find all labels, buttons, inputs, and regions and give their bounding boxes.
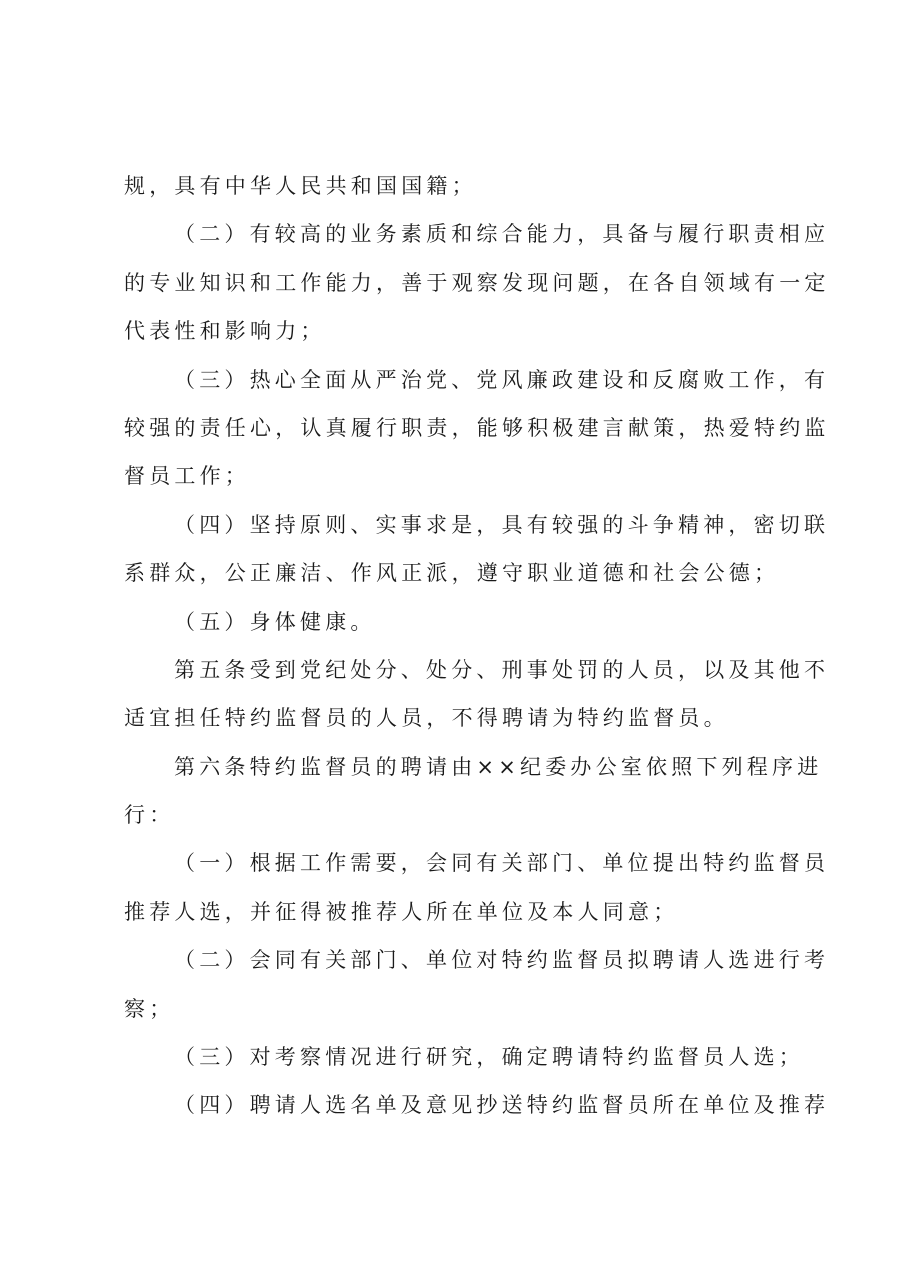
document-body bbox=[124, 162, 830, 1130]
text-line: 督员工作； bbox=[124, 464, 250, 489]
text-line: 规，具有中华人民共和国国籍； bbox=[124, 174, 477, 198]
text-line: （二）有较高的业务素质和综合能力，具备与履行职责相应 bbox=[174, 222, 830, 247]
text-line: 行： bbox=[124, 803, 175, 828]
text-line: （四）聘请人选名单及意见抄送特约监督员所在单位及推荐 bbox=[174, 1093, 830, 1118]
text-line: 较强的责任心，认真履行职责，能够积极建言献策，热爱特约监 bbox=[124, 415, 830, 440]
text-line: 的专业知识和工作能力，善于观察发现问题，在各自领域有一定 bbox=[124, 270, 830, 295]
text-line: （三）对考察情况进行研究，确定聘请特约监督员人选； bbox=[174, 1045, 804, 1070]
text-line: （四）坚持原则、实事求是，具有较强的斗争精神，密切联 bbox=[174, 512, 830, 537]
text-line: 推荐人选，并征得被推荐人所在单位及本人同意； bbox=[124, 899, 679, 924]
text-line: 第六条特约监督员的聘请由××纪委办公室依照下列程序进 bbox=[174, 754, 823, 779]
text-line: 适宜担任特约监督员的人员，不得聘请为特约监督员。 bbox=[124, 706, 729, 731]
text-line: （一）根据工作需要，会同有关部门、单位提出特约监督员 bbox=[174, 851, 830, 876]
text-line: 系群众，公正廉洁、作风正派，遵守职业道德和社会公德； bbox=[124, 561, 780, 586]
text-line: 察； bbox=[124, 996, 175, 1021]
text-line: （二）会同有关部门、单位对特约监督员拟聘请人选进行考 bbox=[174, 948, 830, 973]
text-line: （三）热心全面从严治党、党风廉政建设和反腐败工作，有 bbox=[174, 367, 830, 392]
text-line: （五）身体健康。 bbox=[174, 609, 376, 634]
text-line: 代表性和影响力； bbox=[124, 319, 326, 344]
text-line: 第五条受到党纪处分、处分、刑事处罚的人员，以及其他不 bbox=[174, 657, 830, 682]
